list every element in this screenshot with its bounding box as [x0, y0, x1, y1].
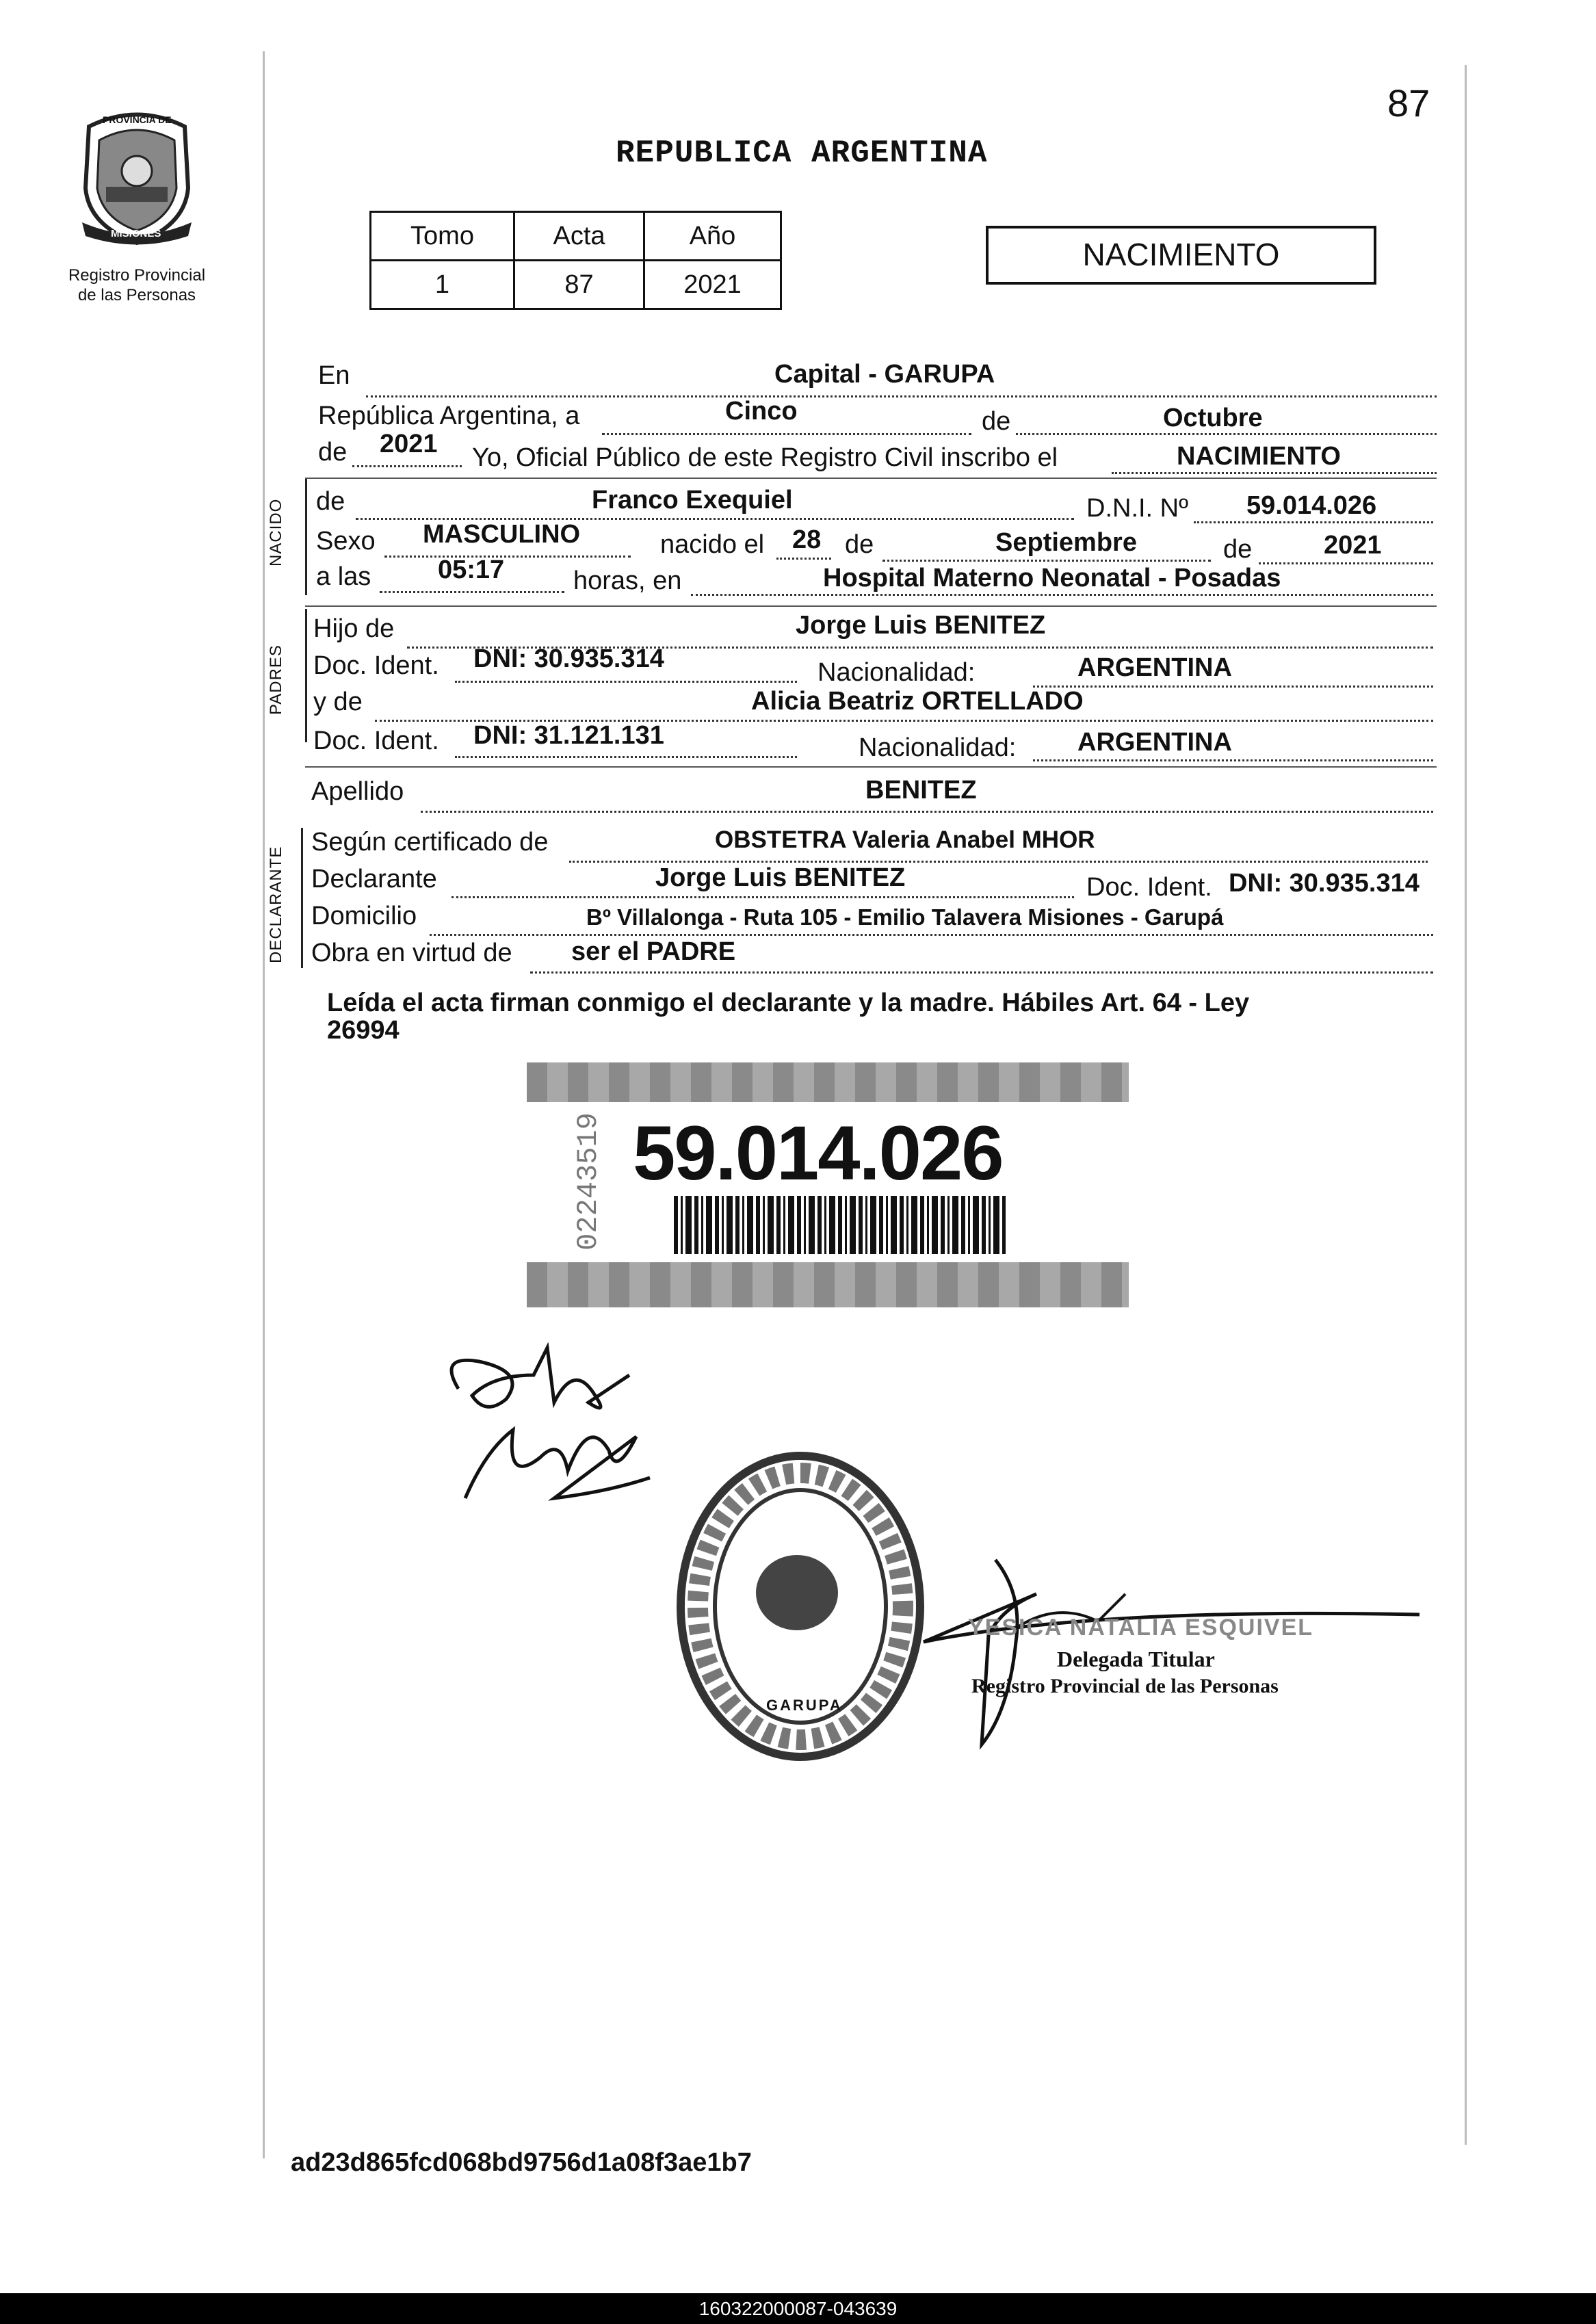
apellido-label: Apellido — [311, 777, 404, 806]
madre-nacionalidad: ARGENTINA — [1077, 728, 1232, 757]
nacido-lugar: Hospital Materno Neonatal - Posadas — [823, 564, 1281, 592]
col-header-tomo: Tomo — [371, 212, 514, 261]
nacido-de-label: de — [316, 487, 345, 516]
nacido-hora: 05:17 — [438, 556, 505, 584]
dotted-line — [882, 560, 1211, 562]
dni-label: D.N.I. Nº — [1086, 494, 1188, 523]
declarante-doc: DNI: 30.935.314 — [1229, 869, 1420, 898]
intro-inscribe: NACIMIENTO — [1177, 442, 1341, 471]
section-label-padres: PADRES — [267, 644, 285, 715]
oficial-org: Registro Provincial de las Personas — [971, 1675, 1279, 1697]
sticker-pattern-bottom — [527, 1262, 1129, 1307]
right-margin-line — [1465, 65, 1467, 2145]
dotted-line — [530, 971, 1433, 974]
logo-ribbon-bottom: MISIONES — [111, 228, 161, 239]
padre-nacionalidad: ARGENTINA — [1077, 653, 1232, 682]
footer-code-bar: 160322000087-043639 — [0, 2293, 1596, 2324]
dotted-line — [455, 681, 797, 683]
dotted-line — [1112, 472, 1437, 474]
dotted-line — [366, 395, 1437, 397]
dotted-line — [602, 433, 971, 435]
oficial-name: YESICA NATALIA ESQUIVEL — [968, 1615, 1314, 1641]
nacido-mes: Septiembre — [995, 528, 1137, 557]
madre-nac-label: Nacionalidad: — [859, 733, 1017, 762]
section-bar-nacido — [305, 479, 307, 595]
left-margin-line — [263, 51, 265, 2158]
cell-tomo: 1 — [371, 261, 514, 309]
logo-ribbon-top: PROVINCIA DE — [103, 114, 172, 125]
madre-nombre: Alicia Beatriz ORTELLADO — [751, 687, 1084, 716]
cell-anio: 2021 — [644, 261, 781, 309]
dotted-line — [421, 811, 1433, 813]
horas-en-label: horas, en — [573, 566, 682, 595]
document-hash: ad23d865fcd068bd9756d1a08f3ae1b7 — [291, 2148, 752, 2177]
nacido-sexo: MASCULINO — [423, 520, 581, 549]
official-seal — [670, 1449, 930, 1764]
madre-doc: DNI: 31.121.131 — [473, 721, 664, 750]
republica-label: República Argentina, a — [318, 402, 580, 430]
declarante-signature — [431, 1334, 664, 1519]
sexo-label: Sexo — [316, 527, 376, 556]
col-header-acta: Acta — [514, 212, 644, 261]
en-label: En — [318, 361, 350, 390]
dotted-line — [1259, 562, 1433, 564]
dotted-line — [452, 896, 1074, 898]
nacido-de-mes-label: de — [845, 530, 874, 559]
sticker-dni-number: 59.014.026 — [633, 1110, 1003, 1196]
dotted-line — [1194, 521, 1433, 523]
intro-mes: Octubre — [1163, 404, 1263, 432]
oficial-role: Delegada Titular — [1057, 1647, 1215, 1671]
dotted-line — [380, 591, 564, 593]
padre-nombre: Jorge Luis BENITEZ — [796, 611, 1046, 640]
declarante-nombre: Jorge Luis BENITEZ — [655, 863, 906, 892]
section-bar-declarante — [301, 828, 303, 968]
padre-doc-label: Doc. Ident. — [313, 651, 439, 680]
acta-table-header-row — [371, 212, 781, 261]
oficial-text: Yo, Oficial Público de este Registro Civil inscribo el — [472, 443, 1058, 472]
dotted-line — [1033, 759, 1433, 761]
barcode-icon — [674, 1196, 1006, 1254]
nacido-dia: 28 — [792, 525, 822, 554]
cierre-line1: Leída el acta firman conmigo el declarante y la madre. Hábiles Art. 64 - Ley — [327, 989, 1250, 1017]
y-de-label: y de — [313, 688, 363, 716]
section-label-declarante: DECLARANTE — [267, 846, 285, 963]
declarante-label: Declarante — [311, 865, 437, 893]
page-title: REPUBLICA ARGENTINA — [616, 135, 988, 171]
de-label-2: de — [318, 438, 348, 467]
obra-value: ser el PADRE — [571, 937, 736, 966]
section-rule — [305, 478, 1437, 479]
dotted-line — [691, 594, 1433, 596]
cell-acta: 87 — [514, 261, 644, 309]
declarante-doc-label: Doc. Ident. — [1086, 873, 1212, 902]
nacido-nombre: Franco Exequiel — [592, 486, 793, 514]
nacido-de-anio-label: de — [1223, 535, 1253, 564]
apellido-value: BENITEZ — [865, 776, 977, 805]
page-number: 87 — [1387, 81, 1430, 125]
dotted-line — [569, 861, 1428, 863]
acta-table-value-row — [371, 261, 781, 309]
padre-nac-label: Nacionalidad: — [817, 658, 976, 687]
padre-doc: DNI: 30.935.314 — [473, 644, 664, 673]
dotted-line — [384, 556, 631, 558]
domicilio-value: Bº Villalonga - Ruta 105 - Emilio Talavera Misiones - Garupá — [586, 904, 1224, 930]
hijo-de-label: Hijo de — [313, 614, 395, 643]
sticker-serial: 02243519 — [572, 1112, 605, 1251]
logo-caption-line2: de las Personas — [77, 286, 196, 304]
dni-sticker — [527, 1062, 1129, 1307]
province-logo — [68, 106, 205, 250]
tipo-acta-box: NACIMIENTO — [986, 226, 1376, 285]
col-header-anio: Año — [644, 212, 781, 261]
cierre-line2: 26994 — [327, 1016, 400, 1045]
madre-doc-label: Doc. Ident. — [313, 727, 439, 755]
logo-caption-line1: Registro Provincial — [68, 266, 206, 285]
logo-caption — [41, 265, 233, 305]
nacido-dni: 59.014.026 — [1246, 491, 1377, 520]
certificado-value: OBSTETRA Valeria Anabel MHOR — [715, 826, 1095, 853]
section-rule — [305, 766, 1437, 768]
acta-table — [369, 211, 782, 310]
dotted-line — [1033, 686, 1433, 688]
nacido-el-label: nacido el — [660, 530, 765, 559]
dotted-line — [352, 465, 462, 467]
cierre-text — [327, 989, 1408, 1044]
intro-dia: Cinco — [725, 397, 798, 426]
obra-label: Obra en virtud de — [311, 939, 512, 967]
intro-lugar: Capital - GARUPA — [774, 360, 995, 389]
de-label: de — [982, 407, 1011, 436]
section-bar-padres — [305, 609, 307, 742]
certificado-label: Según certificado de — [311, 828, 549, 857]
seal-bottom-text: GARUPA — [766, 1697, 843, 1714]
a-las-label: a las — [316, 562, 371, 591]
dotted-line — [430, 934, 1433, 936]
domicilio-label: Domicilio — [311, 902, 417, 930]
section-label-nacido: NACIDO — [267, 498, 285, 566]
section-rule — [305, 605, 1437, 607]
intro-anio: 2021 — [380, 430, 438, 458]
dotted-line — [776, 558, 831, 560]
nacido-anio: 2021 — [1324, 531, 1382, 560]
dotted-line — [455, 756, 797, 758]
sticker-pattern-top — [527, 1062, 1129, 1102]
dotted-line — [1016, 433, 1437, 435]
